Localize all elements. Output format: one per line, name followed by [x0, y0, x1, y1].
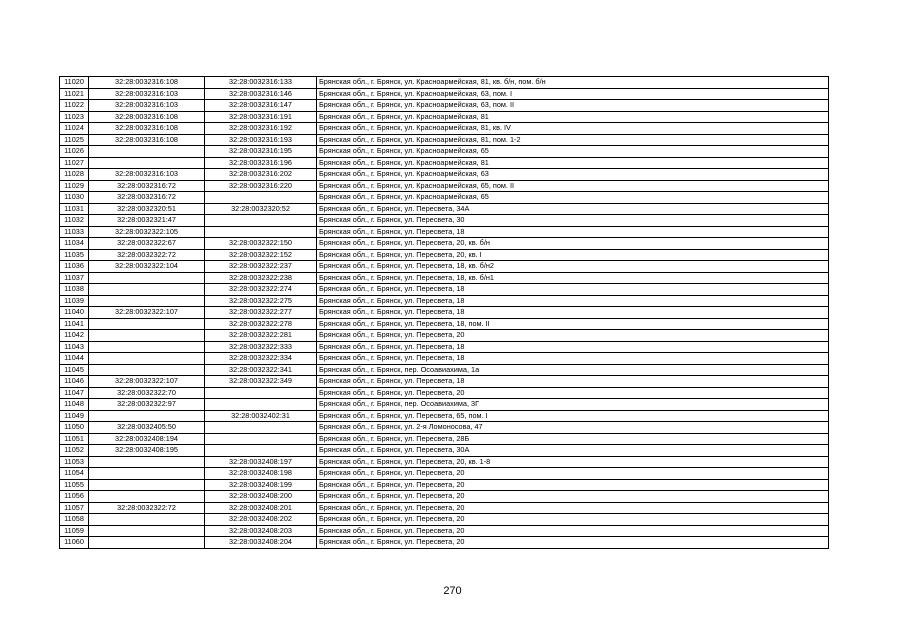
land-cadastral-number-cell: 32:28:0032316:103	[89, 169, 205, 181]
building-cadastral-number-cell: 32:28:0032320:52	[205, 203, 317, 215]
row-number-cell: 11057	[60, 502, 89, 514]
building-cadastral-number-cell: 32:28:0032322:275	[205, 295, 317, 307]
building-cadastral-number-cell: 32:28:0032322:333	[205, 341, 317, 353]
row-number-cell: 11028	[60, 169, 89, 181]
land-cadastral-number-cell	[89, 456, 205, 468]
table-row	[60, 376, 829, 388]
address-cell: Брянская обл., г. Брянск, ул. Пересвета, 20, кв. 1-8	[317, 456, 829, 468]
table-row	[60, 272, 829, 284]
land-cadastral-number-cell	[89, 272, 205, 284]
address-cell: Брянская обл., г. Брянск, ул. Красноармейская, 65	[317, 146, 829, 158]
land-cadastral-number-cell	[89, 284, 205, 296]
row-number-cell: 11027	[60, 157, 89, 169]
row-number-cell: 11041	[60, 318, 89, 330]
address-cell: Брянская обл., г. Брянск, ул. Красноармейская, 63, пом. I	[317, 88, 829, 100]
table-row	[60, 169, 829, 181]
address-cell: Брянская обл., г. Брянск, ул. Пересвета, 20	[317, 537, 829, 549]
address-cell: Брянская обл., г. Брянск, ул. Пересвета, 65, пом. I	[317, 410, 829, 422]
address-cell: Брянская обл., г. Брянск, ул. Красноармейская, 81	[317, 111, 829, 123]
building-cadastral-number-cell	[205, 226, 317, 238]
address-cell: Брянская обл., г. Брянск, ул. Пересвета, 18, пом. II	[317, 318, 829, 330]
building-cadastral-number-cell: 32:28:0032316:147	[205, 100, 317, 112]
row-number-cell: 11023	[60, 111, 89, 123]
table-row	[60, 88, 829, 100]
table-row	[60, 525, 829, 537]
address-cell: Брянская обл., г. Брянск, ул. Пересвета, 20	[317, 479, 829, 491]
table-row	[60, 100, 829, 112]
building-cadastral-number-cell: 32:28:0032316:202	[205, 169, 317, 181]
row-number-cell: 11026	[60, 146, 89, 158]
row-number-cell: 11030	[60, 192, 89, 204]
table-row	[60, 353, 829, 365]
land-cadastral-number-cell: 32:28:0032405:50	[89, 422, 205, 434]
land-cadastral-number-cell	[89, 157, 205, 169]
address-cell: Брянская обл., г. Брянск, ул. Пересвета, 20	[317, 525, 829, 537]
building-cadastral-number-cell: 32:28:0032316:146	[205, 88, 317, 100]
row-number-cell: 11038	[60, 284, 89, 296]
table-row	[60, 180, 829, 192]
address-cell: Брянская обл., г. Брянск, ул. Пересвета, 18	[317, 376, 829, 388]
table-row	[60, 468, 829, 480]
building-cadastral-number-cell: 32:28:0032408:197	[205, 456, 317, 468]
land-cadastral-number-cell: 32:28:0032316:108	[89, 123, 205, 135]
address-cell: Брянская обл., г. Брянск, ул. 2-я Ломоносова, 47	[317, 422, 829, 434]
address-cell: Брянская обл., г. Брянск, пер. Осоавиахима, 3Г	[317, 399, 829, 411]
row-number-cell: 11021	[60, 88, 89, 100]
table-row	[60, 134, 829, 146]
row-number-cell: 11035	[60, 249, 89, 261]
table-row	[60, 77, 829, 89]
address-cell: Брянская обл., г. Брянск, ул. Пересвета, 20	[317, 491, 829, 503]
building-cadastral-number-cell: 32:28:0032408:201	[205, 502, 317, 514]
land-cadastral-number-cell: 32:28:0032322:104	[89, 261, 205, 273]
address-cell: Брянская обл., г. Брянск, ул. Пересвета, 18	[317, 353, 829, 365]
table-row	[60, 146, 829, 158]
row-number-cell: 11024	[60, 123, 89, 135]
address-cell: Брянская обл., г. Брянск, ул. Пересвета, 18	[317, 226, 829, 238]
row-number-cell: 11032	[60, 215, 89, 227]
building-cadastral-number-cell: 32:28:0032322:334	[205, 353, 317, 365]
building-cadastral-number-cell	[205, 192, 317, 204]
land-cadastral-number-cell	[89, 479, 205, 491]
address-cell: Брянская обл., г. Брянск, ул. Красноармейская, 65, пом. II	[317, 180, 829, 192]
address-cell: Брянская обл., г. Брянск, ул. Пересвета, 18	[317, 341, 829, 353]
land-cadastral-number-cell	[89, 537, 205, 549]
row-number-cell: 11022	[60, 100, 89, 112]
address-cell: Брянская обл., г. Брянск, ул. Пересвета, 18	[317, 284, 829, 296]
address-cell: Брянская обл., г. Брянск, ул. Красноармейская, 81, кв. IV	[317, 123, 829, 135]
address-cell: Брянская обл., г. Брянск, ул. Красноармейская, 65	[317, 192, 829, 204]
building-cadastral-number-cell	[205, 399, 317, 411]
row-number-cell: 11029	[60, 180, 89, 192]
land-cadastral-number-cell	[89, 491, 205, 503]
table-row	[60, 123, 829, 135]
building-cadastral-number-cell: 32:28:0032408:204	[205, 537, 317, 549]
row-number-cell: 11052	[60, 445, 89, 457]
table-row	[60, 192, 829, 204]
land-cadastral-number-cell: 32:28:0032320:51	[89, 203, 205, 215]
address-cell: Брянская обл., г. Брянск, ул. Пересвета, 18, кв. б/н2	[317, 261, 829, 273]
table-row	[60, 456, 829, 468]
row-number-cell: 11037	[60, 272, 89, 284]
address-cell: Брянская обл., г. Брянск, пер. Осоавиахима, 1а	[317, 364, 829, 376]
table-row	[60, 157, 829, 169]
land-cadastral-number-cell: 32:28:0032322:72	[89, 502, 205, 514]
row-number-cell: 11040	[60, 307, 89, 319]
building-cadastral-number-cell: 32:28:0032322:237	[205, 261, 317, 273]
row-number-cell: 11050	[60, 422, 89, 434]
land-cadastral-number-cell: 32:28:0032316:108	[89, 111, 205, 123]
row-number-cell: 11053	[60, 456, 89, 468]
building-cadastral-number-cell	[205, 433, 317, 445]
registry-table	[59, 76, 829, 549]
row-number-cell: 11046	[60, 376, 89, 388]
table-row	[60, 261, 829, 273]
address-cell: Брянская обл., г. Брянск, ул. Пересвета, 20	[317, 502, 829, 514]
land-cadastral-number-cell	[89, 146, 205, 158]
table-row	[60, 284, 829, 296]
building-cadastral-number-cell	[205, 445, 317, 457]
building-cadastral-number-cell: 32:28:0032322:341	[205, 364, 317, 376]
row-number-cell: 11039	[60, 295, 89, 307]
table-row	[60, 203, 829, 215]
address-cell: Брянская обл., г. Брянск, ул. Красноармейская, 81	[317, 157, 829, 169]
building-cadastral-number-cell: 32:28:0032408:203	[205, 525, 317, 537]
address-cell: Брянская обл., г. Брянск, ул. Пересвета, 30А	[317, 445, 829, 457]
address-cell: Брянская обл., г. Брянск, ул. Пересвета, 20, кв. I	[317, 249, 829, 261]
row-number-cell: 11033	[60, 226, 89, 238]
table-row	[60, 479, 829, 491]
building-cadastral-number-cell: 32:28:0032322:150	[205, 238, 317, 250]
table-row	[60, 445, 829, 457]
land-cadastral-number-cell	[89, 353, 205, 365]
address-cell: Брянская обл., г. Брянск, ул. Пересвета, 20	[317, 468, 829, 480]
building-cadastral-number-cell: 32:28:0032316:133	[205, 77, 317, 89]
building-cadastral-number-cell: 32:28:0032402:31	[205, 410, 317, 422]
land-cadastral-number-cell	[89, 364, 205, 376]
building-cadastral-number-cell	[205, 422, 317, 434]
row-number-cell: 11055	[60, 479, 89, 491]
land-cadastral-number-cell: 32:28:0032322:107	[89, 307, 205, 319]
land-cadastral-number-cell	[89, 330, 205, 342]
building-cadastral-number-cell: 32:28:0032316:192	[205, 123, 317, 135]
land-cadastral-number-cell: 32:28:0032316:108	[89, 134, 205, 146]
building-cadastral-number-cell: 32:28:0032316:196	[205, 157, 317, 169]
building-cadastral-number-cell: 32:28:0032316:195	[205, 146, 317, 158]
table-row	[60, 226, 829, 238]
land-cadastral-number-cell: 32:28:0032316:108	[89, 77, 205, 89]
address-cell: Брянская обл., г. Брянск, ул. Пересвета, 34А	[317, 203, 829, 215]
table-row	[60, 295, 829, 307]
row-number-cell: 11034	[60, 238, 89, 250]
land-cadastral-number-cell: 32:28:0032322:97	[89, 399, 205, 411]
address-cell: Брянская обл., г. Брянск, ул. Пересвета, 28Б	[317, 433, 829, 445]
table-row	[60, 318, 829, 330]
row-number-cell: 11031	[60, 203, 89, 215]
table-row	[60, 502, 829, 514]
building-cadastral-number-cell: 32:28:0032322:152	[205, 249, 317, 261]
land-cadastral-number-cell	[89, 341, 205, 353]
land-cadastral-number-cell: 32:28:0032322:105	[89, 226, 205, 238]
building-cadastral-number-cell: 32:28:0032322:277	[205, 307, 317, 319]
building-cadastral-number-cell	[205, 387, 317, 399]
table-row	[60, 341, 829, 353]
land-cadastral-number-cell: 32:28:0032322:67	[89, 238, 205, 250]
row-number-cell: 11025	[60, 134, 89, 146]
address-cell: Брянская обл., г. Брянск, ул. Красноармейская, 81, кв. б/н, пом. б/н	[317, 77, 829, 89]
building-cadastral-number-cell: 32:28:0032408:198	[205, 468, 317, 480]
table-row	[60, 399, 829, 411]
land-cadastral-number-cell	[89, 295, 205, 307]
land-cadastral-number-cell: 32:28:0032322:70	[89, 387, 205, 399]
row-number-cell: 11056	[60, 491, 89, 503]
table-row	[60, 422, 829, 434]
row-number-cell: 11036	[60, 261, 89, 273]
land-cadastral-number-cell: 32:28:0032322:72	[89, 249, 205, 261]
building-cadastral-number-cell: 32:28:0032322:238	[205, 272, 317, 284]
address-cell: Брянская обл., г. Брянск, ул. Пересвета, 18	[317, 295, 829, 307]
land-cadastral-number-cell: 32:28:0032316:103	[89, 88, 205, 100]
row-number-cell: 11054	[60, 468, 89, 480]
land-cadastral-number-cell: 32:28:0032316:72	[89, 180, 205, 192]
table-row	[60, 537, 829, 549]
address-cell: Брянская обл., г. Брянск, ул. Пересвета, 18	[317, 307, 829, 319]
building-cadastral-number-cell: 32:28:0032408:202	[205, 514, 317, 526]
address-cell: Брянская обл., г. Брянск, ул. Пересвета, 20	[317, 330, 829, 342]
building-cadastral-number-cell: 32:28:0032322:349	[205, 376, 317, 388]
row-number-cell: 11049	[60, 410, 89, 422]
row-number-cell: 11020	[60, 77, 89, 89]
row-number-cell: 11051	[60, 433, 89, 445]
address-cell: Брянская обл., г. Брянск, ул. Пересвета, 20, кв. б/н	[317, 238, 829, 250]
table-row	[60, 410, 829, 422]
table-row	[60, 307, 829, 319]
building-cadastral-number-cell: 32:28:0032322:281	[205, 330, 317, 342]
row-number-cell: 11060	[60, 537, 89, 549]
building-cadastral-number-cell	[205, 215, 317, 227]
land-cadastral-number-cell: 32:28:0032408:194	[89, 433, 205, 445]
building-cadastral-number-cell: 32:28:0032316:220	[205, 180, 317, 192]
land-cadastral-number-cell	[89, 514, 205, 526]
address-cell: Брянская обл., г. Брянск, ул. Красноармейская, 63	[317, 169, 829, 181]
table-row	[60, 514, 829, 526]
address-cell: Брянская обл., г. Брянск, ул. Пересвета, 18, кв. б/н1	[317, 272, 829, 284]
table-row	[60, 238, 829, 250]
land-cadastral-number-cell: 32:28:0032321:47	[89, 215, 205, 227]
table-body	[60, 77, 829, 549]
table-row	[60, 111, 829, 123]
table-row	[60, 387, 829, 399]
building-cadastral-number-cell: 32:28:0032322:278	[205, 318, 317, 330]
table-row	[60, 433, 829, 445]
land-cadastral-number-cell	[89, 410, 205, 422]
address-cell: Брянская обл., г. Брянск, ул. Красноармейская, 81, пом. 1-2	[317, 134, 829, 146]
row-number-cell: 11047	[60, 387, 89, 399]
building-cadastral-number-cell: 32:28:0032316:193	[205, 134, 317, 146]
row-number-cell: 11059	[60, 525, 89, 537]
table-row	[60, 215, 829, 227]
land-cadastral-number-cell	[89, 525, 205, 537]
land-cadastral-number-cell	[89, 318, 205, 330]
address-cell: Брянская обл., г. Брянск, ул. Пересвета, 20	[317, 387, 829, 399]
building-cadastral-number-cell: 32:28:0032408:199	[205, 479, 317, 491]
table-row	[60, 249, 829, 261]
row-number-cell: 11058	[60, 514, 89, 526]
row-number-cell: 11045	[60, 364, 89, 376]
address-cell: Брянская обл., г. Брянск, ул. Пересвета, 30	[317, 215, 829, 227]
building-cadastral-number-cell: 32:28:0032316:191	[205, 111, 317, 123]
table-row	[60, 330, 829, 342]
building-cadastral-number-cell: 32:28:0032322:274	[205, 284, 317, 296]
page-number: 270	[443, 585, 462, 597]
land-cadastral-number-cell: 32:28:0032316:72	[89, 192, 205, 204]
address-cell: Брянская обл., г. Брянск, ул. Красноармейская, 63, пом. II	[317, 100, 829, 112]
land-cadastral-number-cell	[89, 468, 205, 480]
building-cadastral-number-cell: 32:28:0032408:200	[205, 491, 317, 503]
row-number-cell: 11042	[60, 330, 89, 342]
land-cadastral-number-cell: 32:28:0032408:195	[89, 445, 205, 457]
row-number-cell: 11043	[60, 341, 89, 353]
table-row	[60, 364, 829, 376]
row-number-cell: 11044	[60, 353, 89, 365]
land-cadastral-number-cell: 32:28:0032322:107	[89, 376, 205, 388]
land-cadastral-number-cell: 32:28:0032316:103	[89, 100, 205, 112]
row-number-cell: 11048	[60, 399, 89, 411]
address-cell: Брянская обл., г. Брянск, ул. Пересвета, 20	[317, 514, 829, 526]
table-row	[60, 491, 829, 503]
